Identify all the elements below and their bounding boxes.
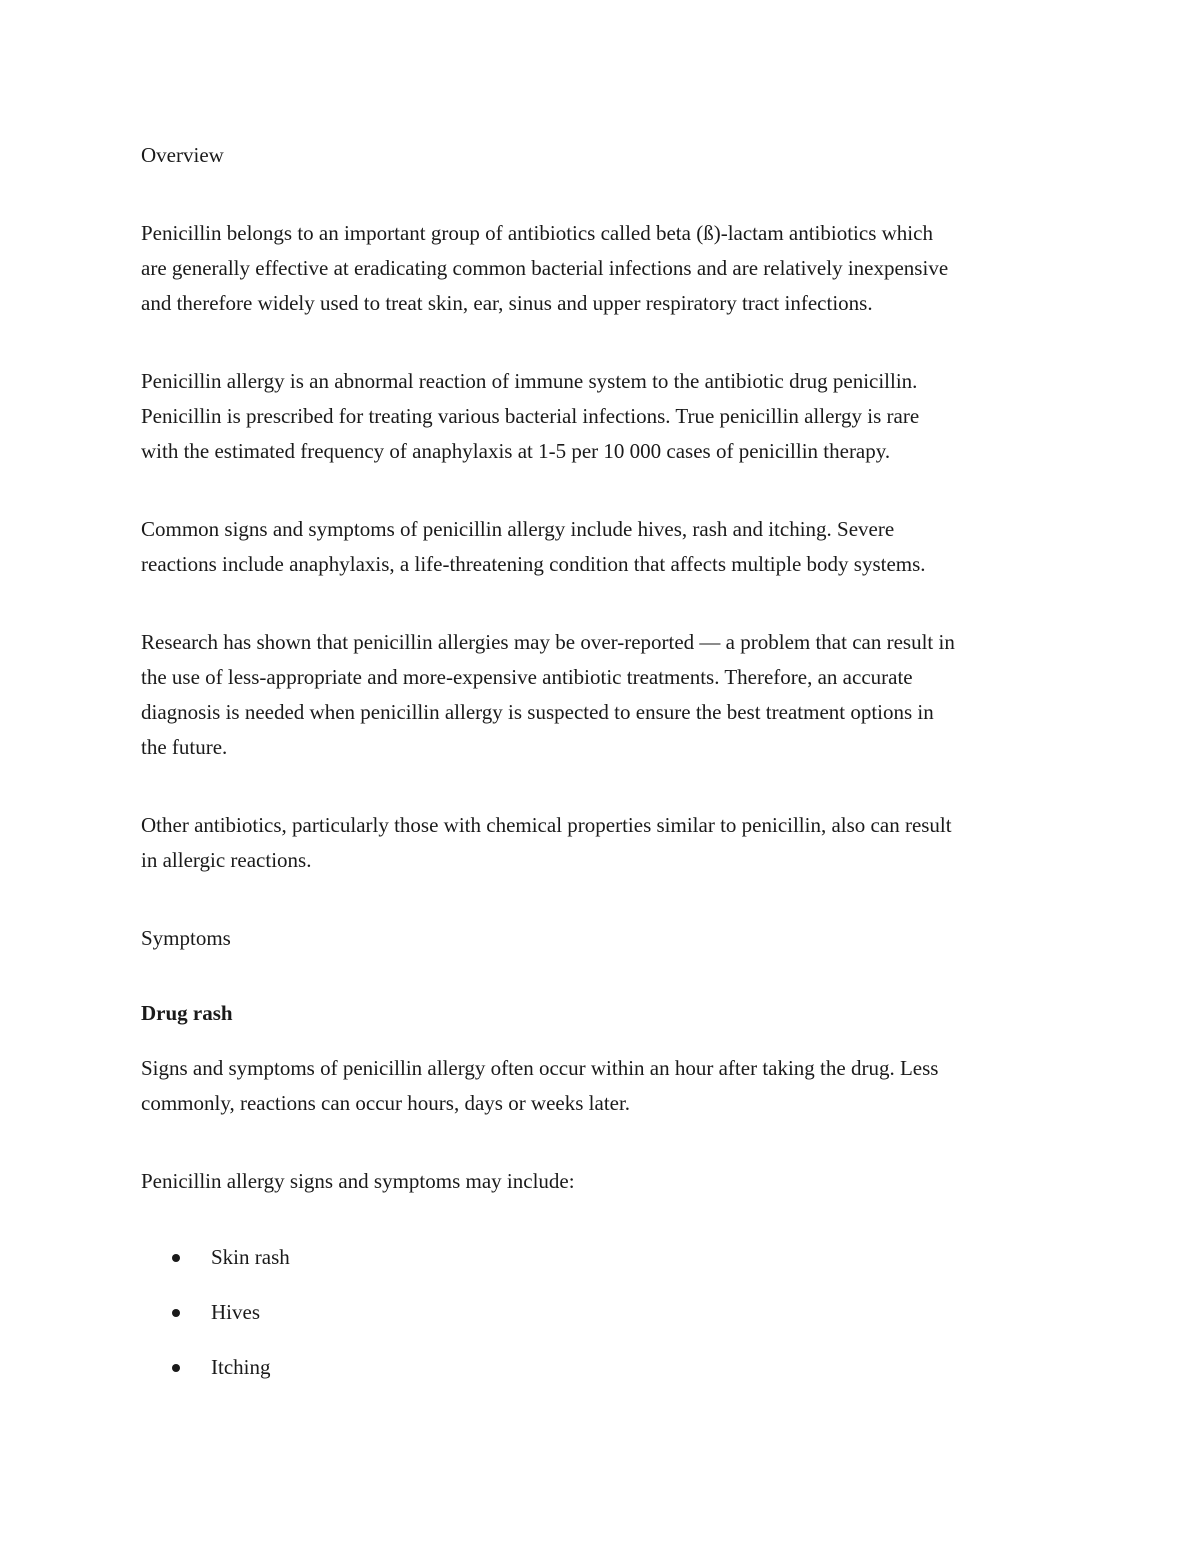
overview-paragraph-2 <box>141 364 1061 469</box>
text-line: Other antibiotics, particularly those with chemical properties similar to penicillin, also can result <box>141 813 952 837</box>
document-page <box>141 138 1061 1405</box>
symptoms-list-intro: Penicillin allergy signs and symptoms may include: <box>141 1169 575 1193</box>
text-line: are generally effective at eradicating common bacterial infections and are relatively inexpensive <box>141 256 949 280</box>
drug-rash-heading: Drug rash <box>141 1001 233 1025</box>
symptoms-list <box>141 1240 1061 1405</box>
bullet-icon <box>172 1309 180 1317</box>
text-line: Signs and symptoms of penicillin allergy often occur within an hour after taking the drug. Less <box>141 1056 939 1080</box>
text-line: the future. <box>141 735 228 759</box>
text-line: in allergic reactions. <box>141 848 312 872</box>
overview-paragraph-4 <box>141 625 1061 765</box>
overview-paragraph-5 <box>141 808 1061 878</box>
text-line: Common signs and symptoms of penicillin allergy include hives, rash and itching. Severe <box>141 517 895 541</box>
list-item-label: Skin rash <box>211 1245 290 1269</box>
text-line: diagnosis is needed when penicillin allergy is suspected to ensure the best treatment options in <box>141 700 934 724</box>
text-line: the use of less-appropriate and more-expensive antibiotic treatments. Therefore, an accurate <box>141 665 913 689</box>
list-item <box>141 1350 1061 1405</box>
list-item <box>141 1295 1061 1350</box>
list-item <box>141 1240 1061 1295</box>
symptoms-paragraph <box>141 1051 1061 1121</box>
text-line: commonly, reactions can occur hours, days or weeks later. <box>141 1091 631 1115</box>
text-line: reactions include anaphylaxis, a life-threatening condition that affects multiple body systems. <box>141 552 926 576</box>
overview-paragraph-1 <box>141 216 1061 321</box>
bullet-icon <box>172 1254 180 1262</box>
text-line: and therefore widely used to treat skin, ear, sinus and upper respiratory tract infections. <box>141 291 873 315</box>
overview-paragraph-3 <box>141 512 1061 582</box>
text-line: Penicillin allergy is an abnormal reaction of immune system to the antibiotic drug penicillin. <box>141 369 918 393</box>
list-item-label: Hives <box>211 1300 260 1324</box>
bullet-icon <box>172 1364 180 1372</box>
list-item-label: Itching <box>211 1355 271 1379</box>
text-line: Penicillin belongs to an important group of antibiotics called beta (ß)-lactam antibiotics which <box>141 221 933 245</box>
text-line: Research has shown that penicillin allergies may be over-reported — a problem that can result in <box>141 630 955 654</box>
symptoms-heading: Symptoms <box>141 926 231 950</box>
overview-heading: Overview <box>141 143 224 167</box>
text-line: Penicillin is prescribed for treating various bacterial infections. True penicillin allergy is rare <box>141 404 920 428</box>
text-line: with the estimated frequency of anaphylaxis at 1-5 per 10 000 cases of penicillin therapy. <box>141 439 891 463</box>
